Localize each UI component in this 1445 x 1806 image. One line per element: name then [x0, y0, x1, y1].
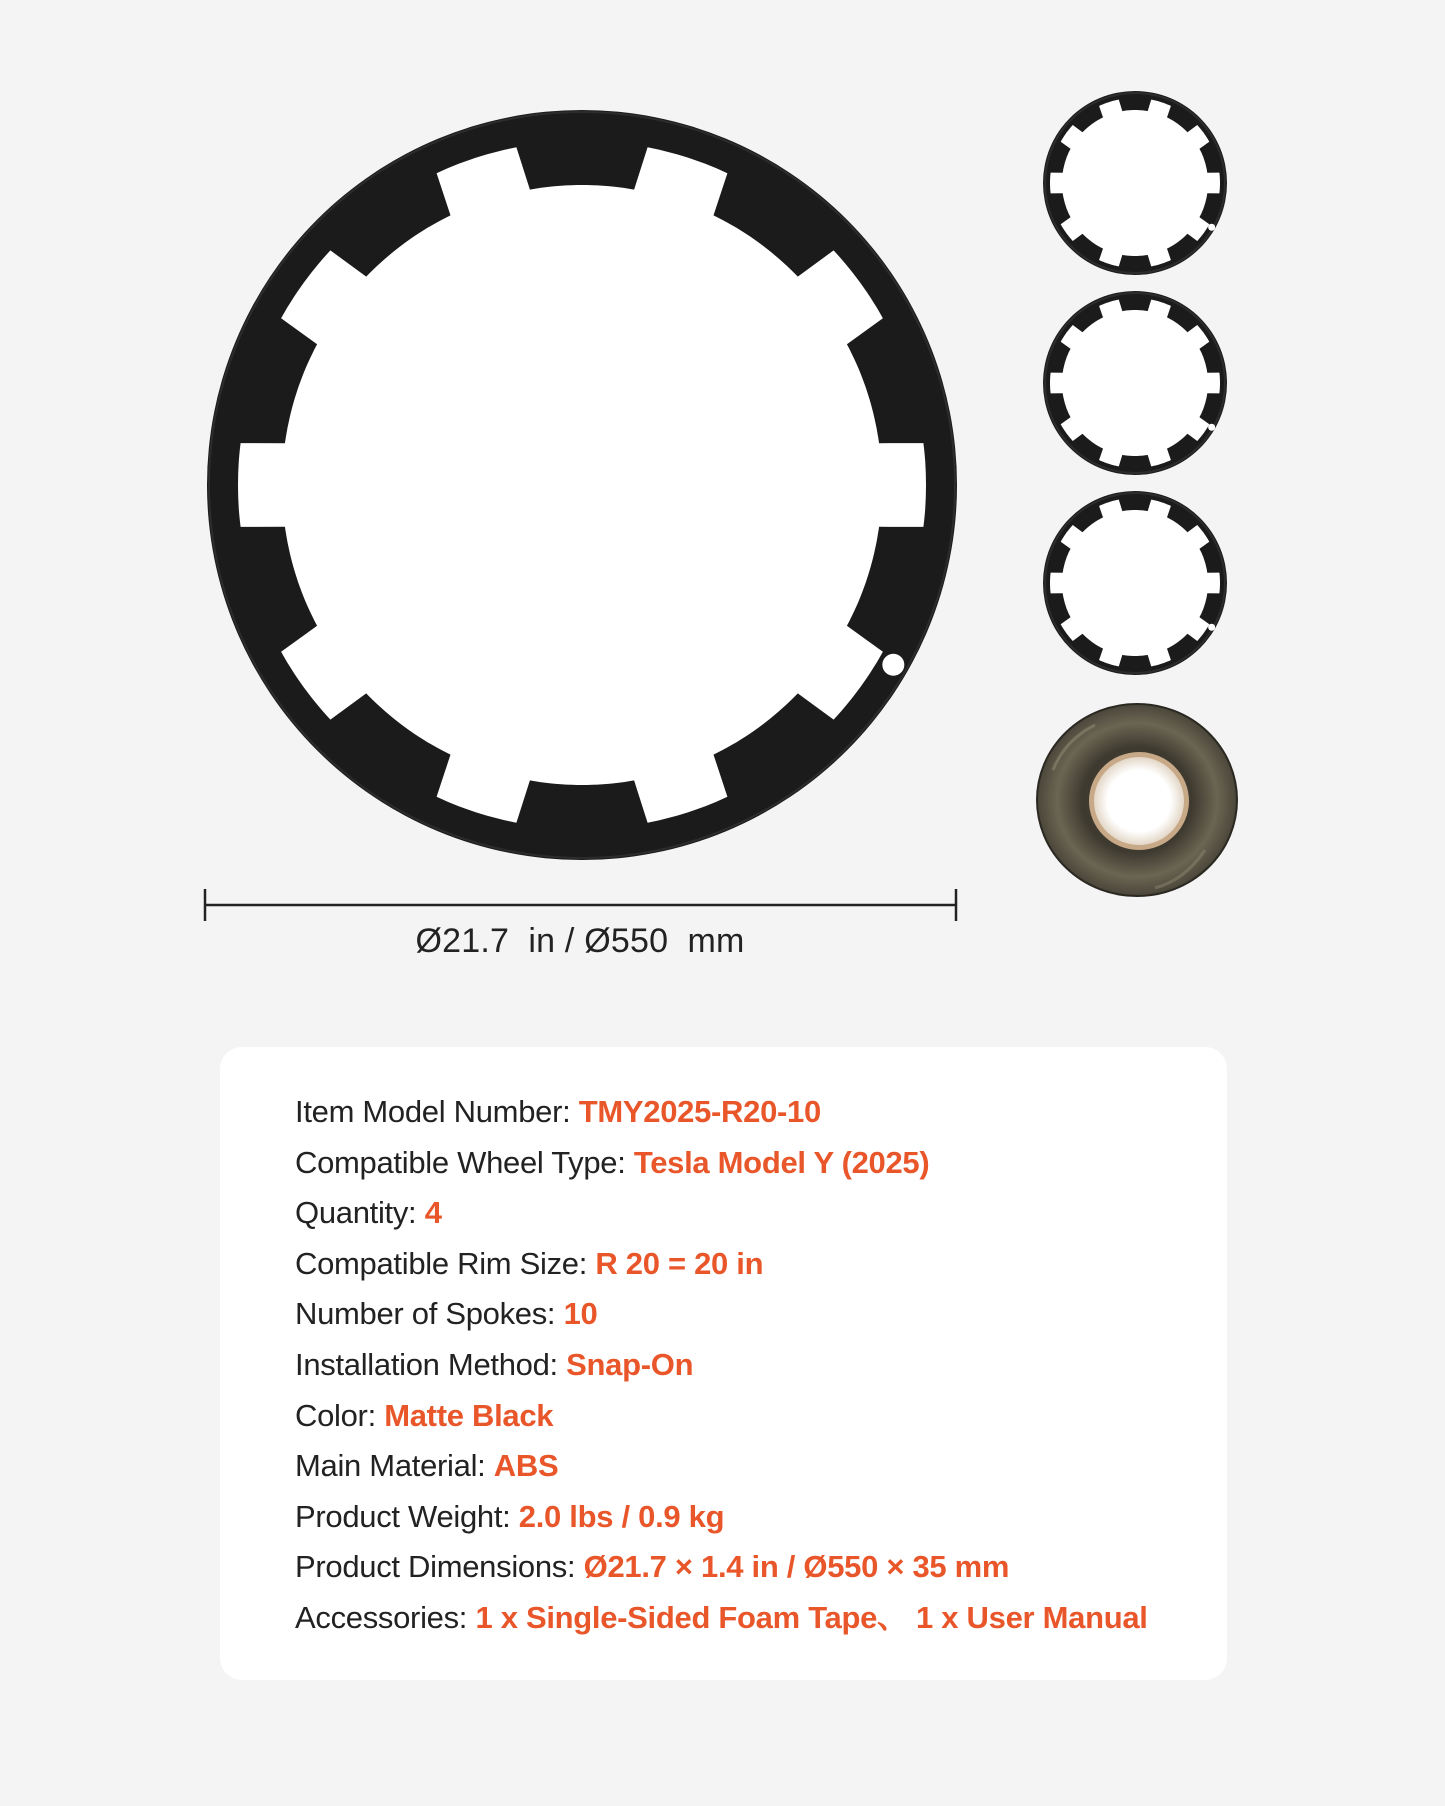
spec-label: Product Dimensions:: [295, 1549, 584, 1585]
spec-label: Compatible Rim Size:: [295, 1245, 596, 1281]
spec-label: Quantity:: [295, 1195, 425, 1231]
spec-label: Item Model Number:: [295, 1094, 579, 1129]
spec-label: Main Material:: [295, 1448, 494, 1484]
spec-value: 2.0 lbs / 0.9 kg: [518, 1498, 725, 1534]
spec-value: Snap-On: [566, 1346, 694, 1382]
dimension-line: [203, 885, 958, 925]
wheel-rim-cover-image: [205, 102, 960, 868]
spec-label: Number of Spokes:: [295, 1296, 564, 1332]
spec-item-wheel-type: [295, 1138, 1148, 1189]
small-rim-icon: [1040, 288, 1230, 478]
spec-label: Color:: [295, 1397, 385, 1433]
spec-list: [295, 1087, 1148, 1644]
small-rim-icon: [1040, 488, 1230, 678]
small-rim-icon: [1040, 88, 1230, 278]
spec-item-weight: [295, 1492, 1148, 1543]
diameter-label: Ø21.7 in / Ø550 mm: [415, 922, 745, 960]
spec-value: Ø21.7 × 1.4 in / Ø550 × 35 mm: [583, 1549, 1010, 1585]
spec-item-dimensions: [295, 1542, 1148, 1593]
spec-value: 1 x Single-Sided Foam Tape、 1 x User Manual: [475, 1599, 1148, 1635]
spec-item-material: [295, 1441, 1148, 1492]
spec-item-color: [295, 1391, 1148, 1442]
foam-tape-roll-icon: [1035, 700, 1240, 900]
spec-label: Compatible Wheel Type:: [295, 1144, 634, 1180]
spec-item-accessories: [295, 1593, 1148, 1644]
specifications-card: [220, 1047, 1227, 1680]
spec-value: R 20 = 20 in: [595, 1245, 764, 1281]
spec-label: Installation Method:: [295, 1346, 567, 1382]
spec-label: Accessories:: [295, 1599, 476, 1635]
spec-item-installation: [295, 1340, 1148, 1391]
rim-body: [207, 110, 957, 860]
spec-value: 4: [424, 1195, 442, 1231]
spec-value: 10: [563, 1296, 598, 1332]
spec-item-model-number: [295, 1087, 1148, 1138]
spec-value: Matte Black: [384, 1397, 554, 1433]
spec-item-spokes: [295, 1289, 1148, 1340]
spec-value: ABS: [493, 1448, 559, 1484]
spec-item-rim-size: [295, 1239, 1148, 1290]
spec-item-quantity: [295, 1188, 1148, 1239]
spec-label: Product Weight:: [295, 1498, 519, 1534]
spec-value: TMY2025-R20-10: [578, 1094, 821, 1129]
spec-value: Tesla Model Y (2025): [633, 1144, 930, 1180]
